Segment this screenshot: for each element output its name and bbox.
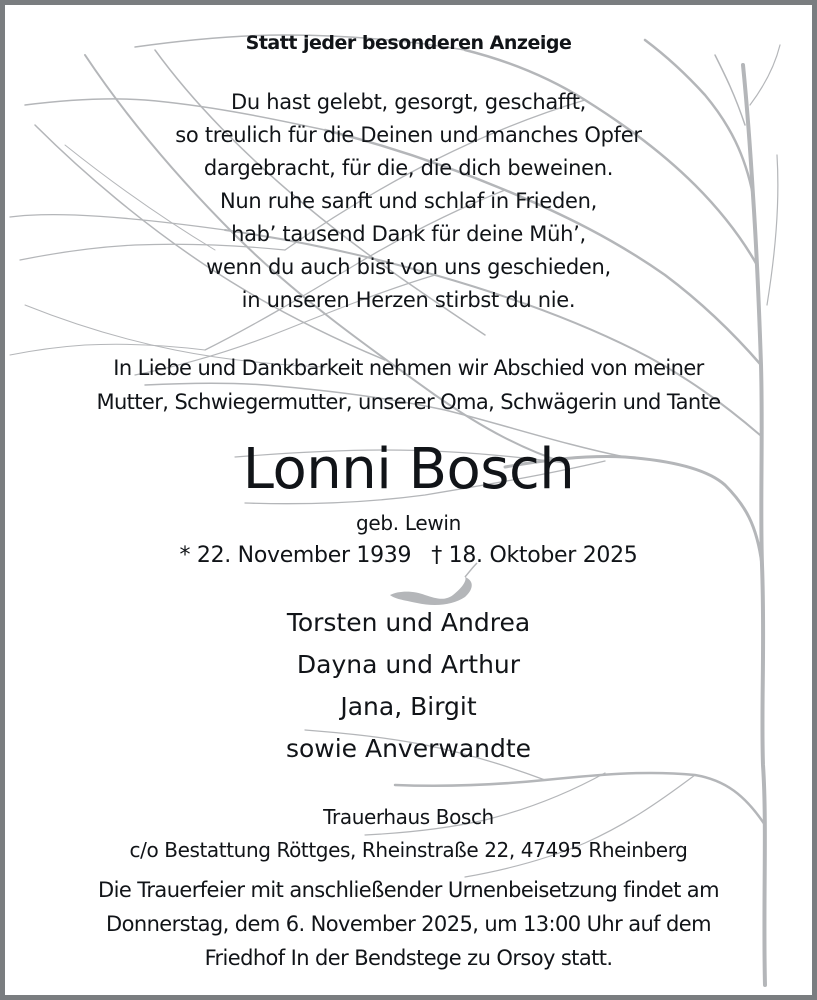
ceremony-line: Donnerstag, dem 6. November 2025, um 13:00 Uhr auf dem bbox=[106, 912, 711, 936]
poem-line: so treulich für die Deinen und manches Opfer bbox=[175, 123, 642, 147]
poem-line: hab’ tausend Dank für deine Müh’, bbox=[231, 222, 586, 246]
intro-line: In Liebe und Dankbarkeit nehmen wir Abschied von meiner bbox=[113, 356, 704, 380]
mourner-line: Jana, Birgit bbox=[340, 692, 477, 721]
mourner-line: Torsten und Andrea bbox=[286, 608, 531, 637]
poem-line: Nun ruhe sanft und schlaf in Frieden, bbox=[220, 189, 597, 213]
life-dates: * 22. November 1939 † 18. Oktober 2025 bbox=[179, 543, 638, 568]
poem-line: dargebracht, für die, die dich beweinen. bbox=[203, 156, 614, 180]
mourner-line: sowie Anverwandte bbox=[285, 734, 532, 763]
poem-line: wenn du auch bist von uns geschieden, bbox=[206, 255, 611, 279]
ceremony-line: Friedhof In der Bendstege zu Orsoy statt. bbox=[204, 946, 613, 970]
poem-line: Du hast gelebt, gesorgt, geschafft, bbox=[230, 90, 587, 114]
obituary-notice bbox=[5, 5, 812, 995]
ceremony-line: Die Trauerfeier mit anschließender Urnenbeisetzung findet am bbox=[98, 878, 719, 902]
notice-heading: Statt jeder besonderen Anzeige bbox=[245, 32, 572, 54]
poem-line: in unseren Herzen stirbst du nie. bbox=[241, 288, 576, 312]
mourning-address: c/o Bestattung Röttges, Rheinstraße 22, 47495 Rheinberg bbox=[129, 838, 688, 862]
deceased-name: Lonni Bosch bbox=[242, 437, 575, 502]
mourner-line: Dayna und Arthur bbox=[296, 650, 521, 679]
mourning-house: Trauerhaus Bosch bbox=[323, 805, 494, 829]
intro-line: Mutter, Schwiegermutter, unserer Oma, Schwägerin und Tante bbox=[96, 390, 721, 414]
maiden-name: geb. Lewin bbox=[355, 511, 462, 535]
